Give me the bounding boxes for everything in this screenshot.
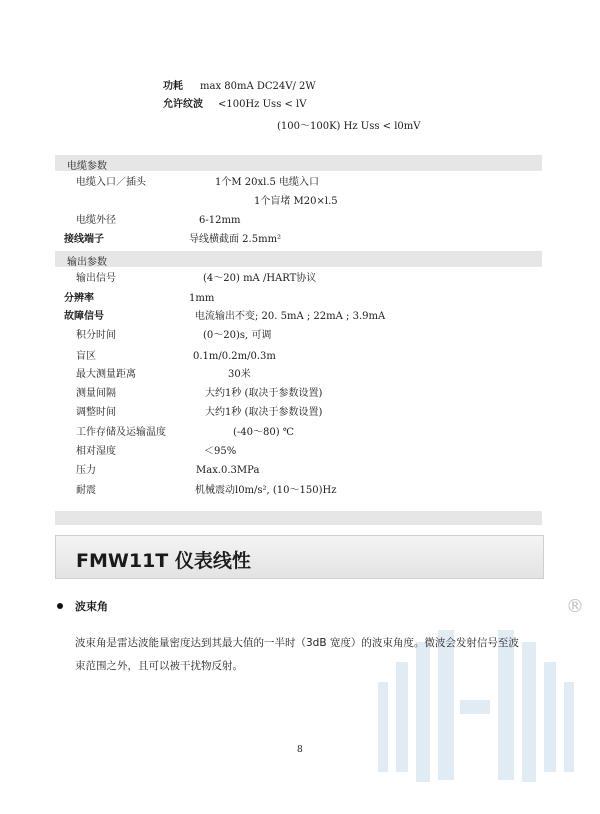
cable-section-band [55, 155, 542, 171]
output-section-title: 输出参数 [67, 257, 107, 268]
cable-section-title: 电缆参数 [67, 161, 107, 172]
vibration-label: 耐震 [76, 485, 96, 496]
temperature-label: 工作存储及运输温度 [76, 427, 166, 438]
bullet-title: 波束角 [75, 600, 108, 613]
terminal-value: 导线横截面 2.5mm² [189, 234, 282, 245]
section-divider-band [55, 511, 542, 525]
ripple-label: 允许纹波 [163, 99, 203, 110]
resolution-label: 分辨率 [64, 293, 94, 304]
vibration-value: 机械震动l0m/s², (10～150)Hz [195, 485, 337, 496]
cable-plug-value: 1个盲堵 M20×l.5 [254, 196, 338, 207]
adjust-time-value: 大约1秒 (取决于参数设置) [205, 407, 323, 418]
pressure-value: Max.0.3MPa [196, 465, 260, 476]
blind-zone-label: 盲区 [76, 351, 96, 362]
blind-zone-value: 0.1m/0.2m/0.3m [193, 351, 276, 362]
chapter-header [55, 535, 544, 579]
resolution-value: 1mm [189, 293, 215, 304]
temperature-value: (-40～80) ℃ [233, 427, 294, 438]
max-distance-label: 最大测量距离 [76, 369, 136, 380]
paragraph-line-1: 波束角是雷达波能量密度达到其最大值的一半时（3dB 宽度）的波束角度。微波会发射信号至波 [75, 637, 519, 649]
measure-interval-label: 测量间隔 [76, 388, 116, 399]
fault-signal-label: 故障信号 [64, 311, 104, 322]
cable-diameter-value: 6-12mm [199, 215, 241, 226]
registered-mark: ® [566, 596, 584, 617]
chapter-title: FMW11T 仪表线性 [76, 550, 251, 572]
cable-entry-label: 电缆入口／插头 [76, 177, 146, 188]
fault-signal-value: 电流输出不变; 20. 5mA ; 22mA ; 3.9mA [195, 311, 386, 322]
beam-angle-paragraph [75, 632, 545, 678]
power-value: max 80mA DC24V/ 2W [200, 81, 316, 92]
ripple-value-2: (100～100K) Hz Uss < l0mV [277, 121, 421, 132]
integration-time-label: 积分时间 [76, 330, 116, 341]
measure-interval-value: 大约1秒 (取决于参数设置) [205, 388, 323, 399]
paragraph-line-2: 束范围之外，且可以被干扰物反射。 [75, 660, 243, 672]
integration-time-value: (0～20)s, 可调 [203, 330, 272, 341]
power-label: 功耗 [163, 81, 183, 92]
output-section-band [55, 251, 542, 267]
pressure-label: 压力 [76, 465, 96, 476]
humidity-value: ＜95% [204, 446, 237, 457]
terminal-label: 接线端子 [64, 234, 104, 245]
adjust-time-label: 调整时间 [76, 407, 116, 418]
bullet-icon [57, 603, 63, 609]
output-signal-value: (4～20) mA /HART协议 [203, 273, 317, 284]
page-number: 8 [297, 745, 303, 755]
cable-diameter-label: 电缆外径 [76, 215, 116, 226]
ripple-value-1: <100Hz Uss < lV [218, 99, 307, 110]
cable-entry-value: 1个M 20xl.5 电缆入口 [215, 177, 320, 188]
logo-watermark [360, 590, 600, 814]
max-distance-value: 30米 [228, 369, 251, 380]
output-signal-label: 输出信号 [76, 273, 116, 284]
humidity-label: 相对湿度 [76, 446, 116, 457]
